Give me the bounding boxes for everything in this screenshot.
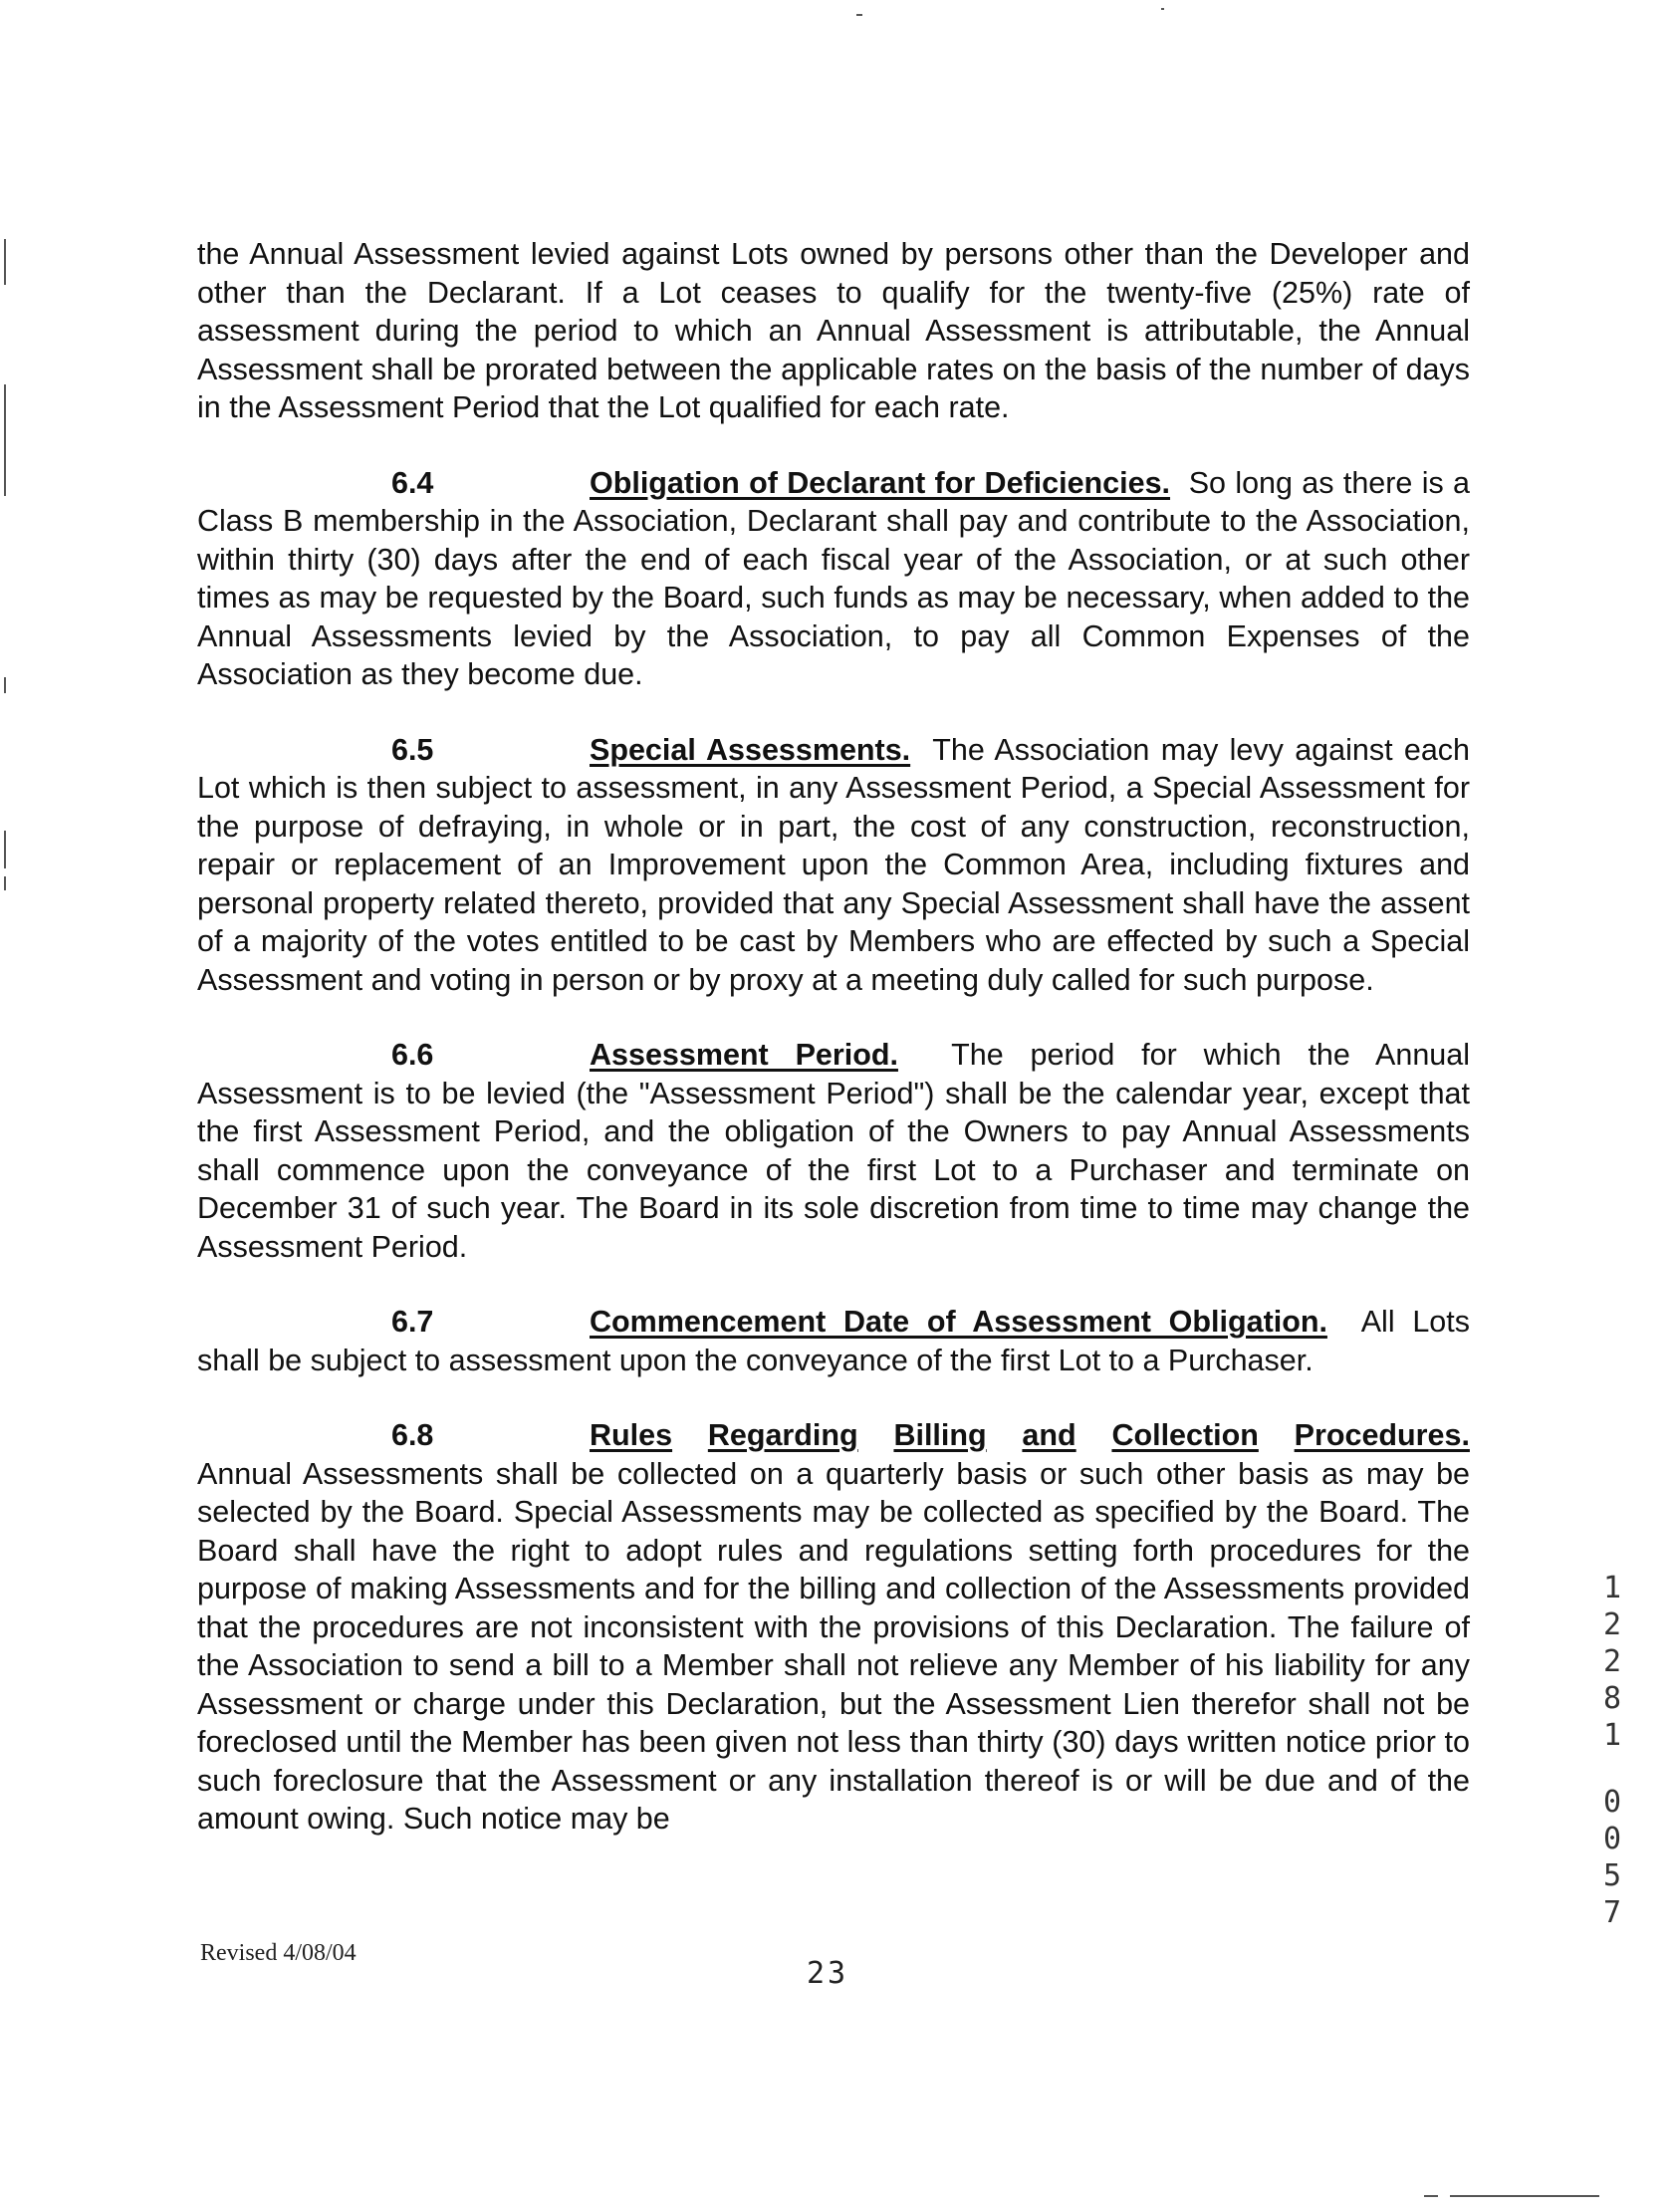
stamp-digit: 0 — [1602, 1785, 1622, 1820]
section-title: Assessment Period. — [590, 1038, 898, 1072]
section-text: The period for which the Annual Assessment is to be levied (the "Assessment Period") shall be the calendar year, except that the first Assessment Period, and the obligation of the Owners to pay Annual Assessments shall commence upon the conveyance of the first Lot to a Purchaser and terminate on December 31 of such year. The Board in its sole discretion from time to time may change the Assessment Period. — [197, 1038, 1470, 1264]
intro-paragraph: the Annual Assessment levied against Lots owned by persons other than the Developer and other than the Declarant. If a Lot ceases to qualify for the twenty-five (25%) rate of assessment during the period to which an Annual Assessment is attributable, the Annual Assessment shall be prorated between the applicable rates on the basis of the number of days in the Assessment Period that the Lot qualified for each rate. — [197, 237, 1470, 424]
section-6-4 — [197, 464, 1470, 694]
stamp-digit: 5 — [1602, 1858, 1622, 1893]
scan-artifact-mark — [4, 384, 6, 496]
section-text: So long as there is a Class B membership in the Association, Declarant shall pay and contribute to the Association, within thirty (30) days after the end of each fiscal year of the Association, or at such other times as may be requested by the Board, such funds as may be necessary, when added to the Annual Assessments levied by the Association, to pay all Common Expenses of the Association as they become due. — [197, 465, 1471, 691]
scan-artifact-mark — [1161, 8, 1164, 10]
section-text: The Association may levy against each Lot which is then subject to assessment, in any Assessment Period, a Special Assessment for the purpose of defraying, in whole or in part, the cost of any construction, reconstruction, repair or replacement of an Improvement upon the Common Area, including fixtures and personal property related thereto, provided that any Special Assessment shall have the assent of a majority of the votes entitled to be cast by Members who are effected by such a Special Assessment and voting in person or by proxy at a meeting duly called for such purpose. — [197, 732, 1471, 997]
stamp-gap — [1595, 1754, 1629, 1784]
scan-artifact-mark — [4, 239, 6, 285]
stamp-digit: 1 — [1602, 1718, 1622, 1753]
section-6-5 — [197, 731, 1470, 1000]
section-text: Annual Assessments shall be collected on a quarterly basis or such other basis as may be selected by the Board. Special Assessments may be collected as specified by the Board. The Board shall have the right to adopt rules and regulations setting forth procedures for the purpose of making Assessments and for the billing and collection of the Assessments provided that the procedures are not inconsistent with the provisions of this Declaration. The failure of the Association to send a bill to a Member shall not relieve any Member of his liability for any Assessment or charge under this Declaration, but the Assessment Lien therefor shall not be foreclosed until the Member has been given not less than thirty (30) days written notice prior to such foreclosure that the Assessment or any installation thereof is or will be due and of the amount owing. Such notice may be — [197, 1456, 1470, 1836]
scan-artifact-mark — [4, 876, 6, 890]
section-title: Commencement Date of Assessment Obligation. — [590, 1305, 1327, 1339]
page-number: 23 — [807, 1956, 849, 1991]
section-number: 6.8 — [391, 1418, 434, 1452]
section-title: Special Assessments. — [590, 732, 911, 767]
section-6-7 — [197, 1303, 1470, 1379]
section-title-word: Regarding — [707, 1418, 858, 1452]
section-number: 6.7 — [391, 1305, 434, 1339]
section-number: 6.5 — [391, 732, 434, 767]
stamp-digit: 2 — [1602, 1607, 1622, 1642]
stamp-digit: 1 — [1602, 1571, 1622, 1605]
scan-artifact-mark — [1450, 2195, 1599, 2197]
stamp-digit: 7 — [1602, 1895, 1622, 1930]
section-number: 6.4 — [391, 465, 434, 500]
section-title-word: Billing — [893, 1418, 987, 1452]
scan-artifact-mark — [856, 14, 862, 16]
section-6-6 — [197, 1036, 1470, 1266]
stamp-digit: 0 — [1602, 1822, 1622, 1856]
recording-stamp — [1595, 1570, 1629, 1931]
scan-artifact-mark — [4, 831, 6, 868]
document-body — [197, 235, 1470, 1875]
section-6-8 — [197, 1416, 1470, 1839]
scan-artifact-mark — [4, 677, 6, 693]
section-text: All Lots shall be subject to assessment upon the conveyance of the first Lot to a Purchaser. — [197, 1305, 1470, 1377]
section-title: Obligation of Declarant for Deficiencies. — [590, 465, 1171, 500]
revision-date: Revised 4/08/04 — [200, 1940, 357, 1966]
section-title-word: and — [1022, 1418, 1076, 1452]
section-title — [590, 1416, 1470, 1455]
section-heading — [197, 1416, 1470, 1455]
section-title-word: Rules — [590, 1418, 673, 1452]
stamp-digit: 8 — [1602, 1681, 1622, 1716]
section-number: 6.6 — [391, 1038, 434, 1072]
scan-artifact-mark — [1424, 2195, 1438, 2197]
section-title-word: Procedures. — [1294, 1418, 1470, 1452]
stamp-digit: 2 — [1602, 1644, 1622, 1679]
section-title-word: Collection — [1111, 1418, 1259, 1452]
